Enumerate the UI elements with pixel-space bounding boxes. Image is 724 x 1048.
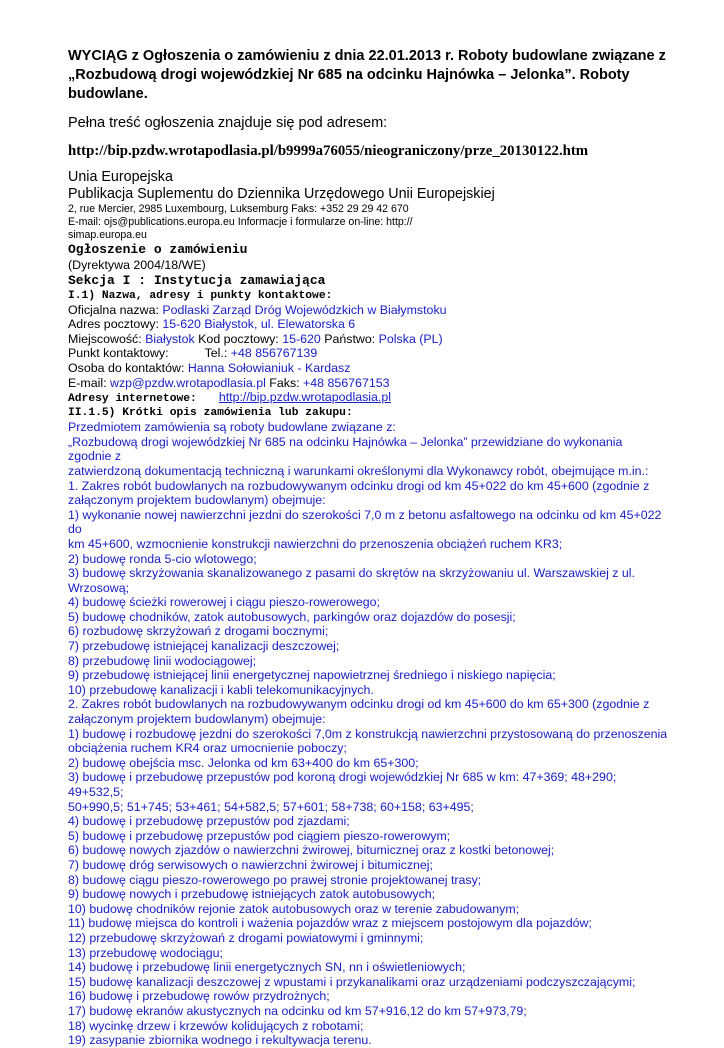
document-page: [68, 47, 668, 1048]
description-line: 3) budowę i przebudowę przepustów pod koroną drogi wojewódzkiej Nr 685 w km: 47+369; 48+290; 49+532,5;: [68, 770, 617, 799]
notice-heading: Ogłoszenie o zamówieniu: [68, 242, 248, 257]
official-name-value: Podlaski Zarząd Dróg Wojewódzkich w Białymstoku: [162, 302, 447, 317]
description-line: 3) budowę skrzyżowania skanalizowanego z pasami do skrętów na skrzyżowaniu ul. Warszawskiej z ul.: [68, 566, 635, 581]
internet-address-row: [68, 390, 668, 406]
description-line: 8) przebudowę linii wodociągowej;: [68, 653, 257, 668]
description-line: „Rozbudową drogi wojewódzkiej Nr 685 na odcinku Hajnówka – Jelonka” przewidziane do wykonania zgodnie z: [68, 434, 623, 464]
postal-address-row: [68, 317, 668, 332]
description-line: 14) budowę i przebudowę linii energetycznych SN, nn i oświetleniowych;: [68, 960, 466, 975]
description-line: 5) budowę chodników, zatok autobusowych, parkingów oraz dojazdów do posesji;: [68, 609, 516, 624]
description-line: 1) budowę i rozbudowę jezdni do szerokości 7,0m z konstrukcją nawierzchni przystosowaną do przenoszenia: [68, 726, 668, 741]
description-line: 8) budowę ciągu pieszo-rowerowego po prawej stronie projektowanej trasy;: [68, 872, 482, 887]
eu-heading: Unia Europejska: [68, 169, 173, 185]
description-line: 1) wykonanie nowej nawierzchni jezdni do szerokości 7,0 m z betonu asfaltowego na odcinku od km 45+022 do: [68, 507, 662, 537]
description-line: 15) budowę kanalizacji deszczowej z wpustami i przykanalikami oraz urządzeniami podczyszczającymi;: [68, 974, 636, 989]
description-line: 2. Zakres robót budowlanych na rozbudowywanym odcinku drogi od km 45+600 do km 65+300 (zgodnie z: [68, 697, 650, 712]
description-line: obciążenia ruchem KR4 oraz umocnienie poboczy;: [68, 741, 347, 756]
description-line: Wrzosową;: [68, 580, 130, 595]
zip-value: 15-620: [282, 331, 321, 346]
description-line: 5) budowę i przebudowę przepustów pod ciągiem pieszo-rowerowym;: [68, 828, 451, 843]
phone-value: +48 856767139: [230, 346, 318, 361]
official-name-row: [68, 303, 668, 318]
email-row: [68, 376, 668, 391]
subsection-heading: I.1) Nazwa, adresy i punkty kontaktowe:: [68, 289, 333, 302]
description-line: 10) budowę chodników rejonie zatok autobusowych oraz w terenie zabudowanym;: [68, 901, 520, 916]
description-line: 7) przebudowę istniejącej kanalizacji deszczowej;: [68, 639, 340, 654]
directive-text: (Dyrektywa 2004/18/WE): [68, 258, 206, 272]
description-line: 13) przebudowę wodociągu;: [68, 945, 223, 960]
field-label: Państwo:: [320, 331, 379, 346]
description-line: 9) przebudowę istniejącej linii energetycznej napowietrznej średniego i niskiego napięcia;: [68, 668, 556, 683]
description-line: 12) przebudowę skrzyżowań z drogami powiatowymi i gminnymi;: [68, 930, 424, 945]
field-label: Kod pocztowy:: [194, 331, 283, 346]
contact-point-row: [68, 346, 668, 361]
contact-person-value: Hanna Sołowianiuk - Kardasz: [187, 360, 351, 375]
description-line: załączonym projektem budowlanym) obejmuje:: [68, 712, 326, 727]
eu-supplement-heading: Publikacja Suplementu do Dziennika Urzędowego Unii Europejskiej: [68, 186, 495, 202]
description-line: zatwierdzoną dokumentacją techniczną i warunkami określonymi dla Wykonawcy robót, obejmujące m.in.:: [68, 463, 649, 478]
field-label: E-mail:: [68, 375, 110, 390]
eu-contact: E-mail: ojs@publications.europa.eu Informacje i formularze on-line: http://: [68, 216, 413, 228]
internet-address-label: Adresy internetowe:: [68, 393, 197, 406]
eu-address: 2, rue Mercier, 2985 Luxembourg, Luksemburg Faks: +352 29 29 42 670: [68, 203, 409, 215]
description-line: 10) przebudowę kanalizacji i kabli telekomunikacyjnych.: [68, 682, 374, 697]
description-line: 11) budowę miejsca do kontroli i ważenia pojazdów wraz z miejscem postojowym dla pojazdów;: [68, 916, 592, 931]
description-line: 7) budowę dróg serwisowych o nawierzchni żwirowej i bitumicznej;: [68, 857, 433, 872]
description-line: 2) budowę obejścia msc. Jelonka od km 63+400 do km 65+300;: [68, 755, 419, 770]
description-line: 2) budowę ronda 5-cio wlotowego;: [68, 551, 257, 566]
lead-text: Pełna treść ogłoszenia znajduje się pod adresem:: [68, 115, 388, 131]
field-label: Adres pocztowy:: [68, 317, 163, 332]
document-title: WYCIĄG z Ogłoszenia o zamówieniu z dnia 22.01.2013 r. Roboty budowlane związane z „Rozbudową drogi wojewódzkiej Nr 685 na odcinku Hajnówka – Jelonka”. Roboty budowlane.: [68, 48, 666, 102]
field-label: Punkt kontaktowy:: [68, 346, 169, 361]
description-line: 19) zasypanie zbiornika wodnego i rekultywacja terenu.: [68, 1033, 372, 1048]
description-line: Przedmiotem zamówienia są roboty budowlane związane z:: [68, 420, 396, 435]
description-line: km 45+600, wzmocnienie konstrukcji nawierzchni do przenoszenia obciążeń ruchem KR3;: [68, 536, 563, 551]
description-line: 6) rozbudowę skrzyżowań z drogami bocznymi;: [68, 624, 329, 639]
country-value: Polska (PL): [378, 331, 443, 346]
contact-person-row: [68, 361, 668, 376]
city-value: Białystok: [145, 331, 195, 346]
description-line: 4) budowę i przebudowę przepustów pod zjazdami;: [68, 814, 350, 829]
field-label: Tel.:: [204, 346, 231, 361]
field-label: Faks:: [265, 375, 304, 390]
description-line: 50+990,5; 51+745; 53+461; 54+582,5; 57+601; 58+738; 60+158; 63+495;: [68, 799, 474, 814]
field-label: Osoba do kontaktów:: [68, 360, 188, 375]
description-line: 18) wycinkę drzew i krzewów kolidujących z robotami;: [68, 1018, 364, 1033]
internet-address-link[interactable]: http://bip.pzdw.wrotapodlasia.pl: [218, 390, 392, 405]
fax-value: +48 856767153: [303, 375, 390, 390]
eu-website: simap.europa.eu: [68, 229, 147, 241]
description-line: 9) budowę nowych i przebudowę istniejących zatok autobusowych;: [68, 887, 436, 902]
field-label: Miejscowość:: [68, 331, 146, 346]
description-line: 17) budowę ekranów akustycznych na odcinku od km 57+916,12 do km 57+973,79;: [68, 1003, 527, 1018]
field-label: Oficjalna nazwa:: [68, 302, 163, 317]
email-value[interactable]: wzp@pzdw.wrotapodlasia.pl: [110, 375, 266, 390]
postal-address-value: 15-620 Białystok, ul. Elewatorska 6: [162, 317, 356, 332]
city-row: [68, 332, 668, 347]
notice-url-link[interactable]: http://bip.pzdw.wrotapodlasia.pl/b9999a76055/nieograniczony/prze_20130122.htm: [68, 143, 589, 159]
description-line: załączonym projektem budowlanym) obejmuje:: [68, 493, 326, 508]
description-line: 16) budowę i przebudowę rowów przydrożnych;: [68, 989, 330, 1004]
description-list: [68, 420, 668, 1048]
description-line: 4) budowę ścieżki rowerowej i ciągu pieszo-rowerowego;: [68, 595, 380, 610]
description-line: 1. Zakres robót budowlanych na rozbudowywanym odcinku drogi od km 45+022 do km 45+600 (zgodnie z: [68, 478, 650, 493]
description-heading: II.1.5) Krótki opis zamówienia lub zakupu:: [68, 407, 353, 420]
section-heading: Sekcja I : Instytucja zamawiająca: [68, 272, 326, 288]
description-line: 6) budowę nowych zjazdów o nawierzchni żwirowej, bitumicznej oraz z kostki betonowej;: [68, 843, 555, 858]
